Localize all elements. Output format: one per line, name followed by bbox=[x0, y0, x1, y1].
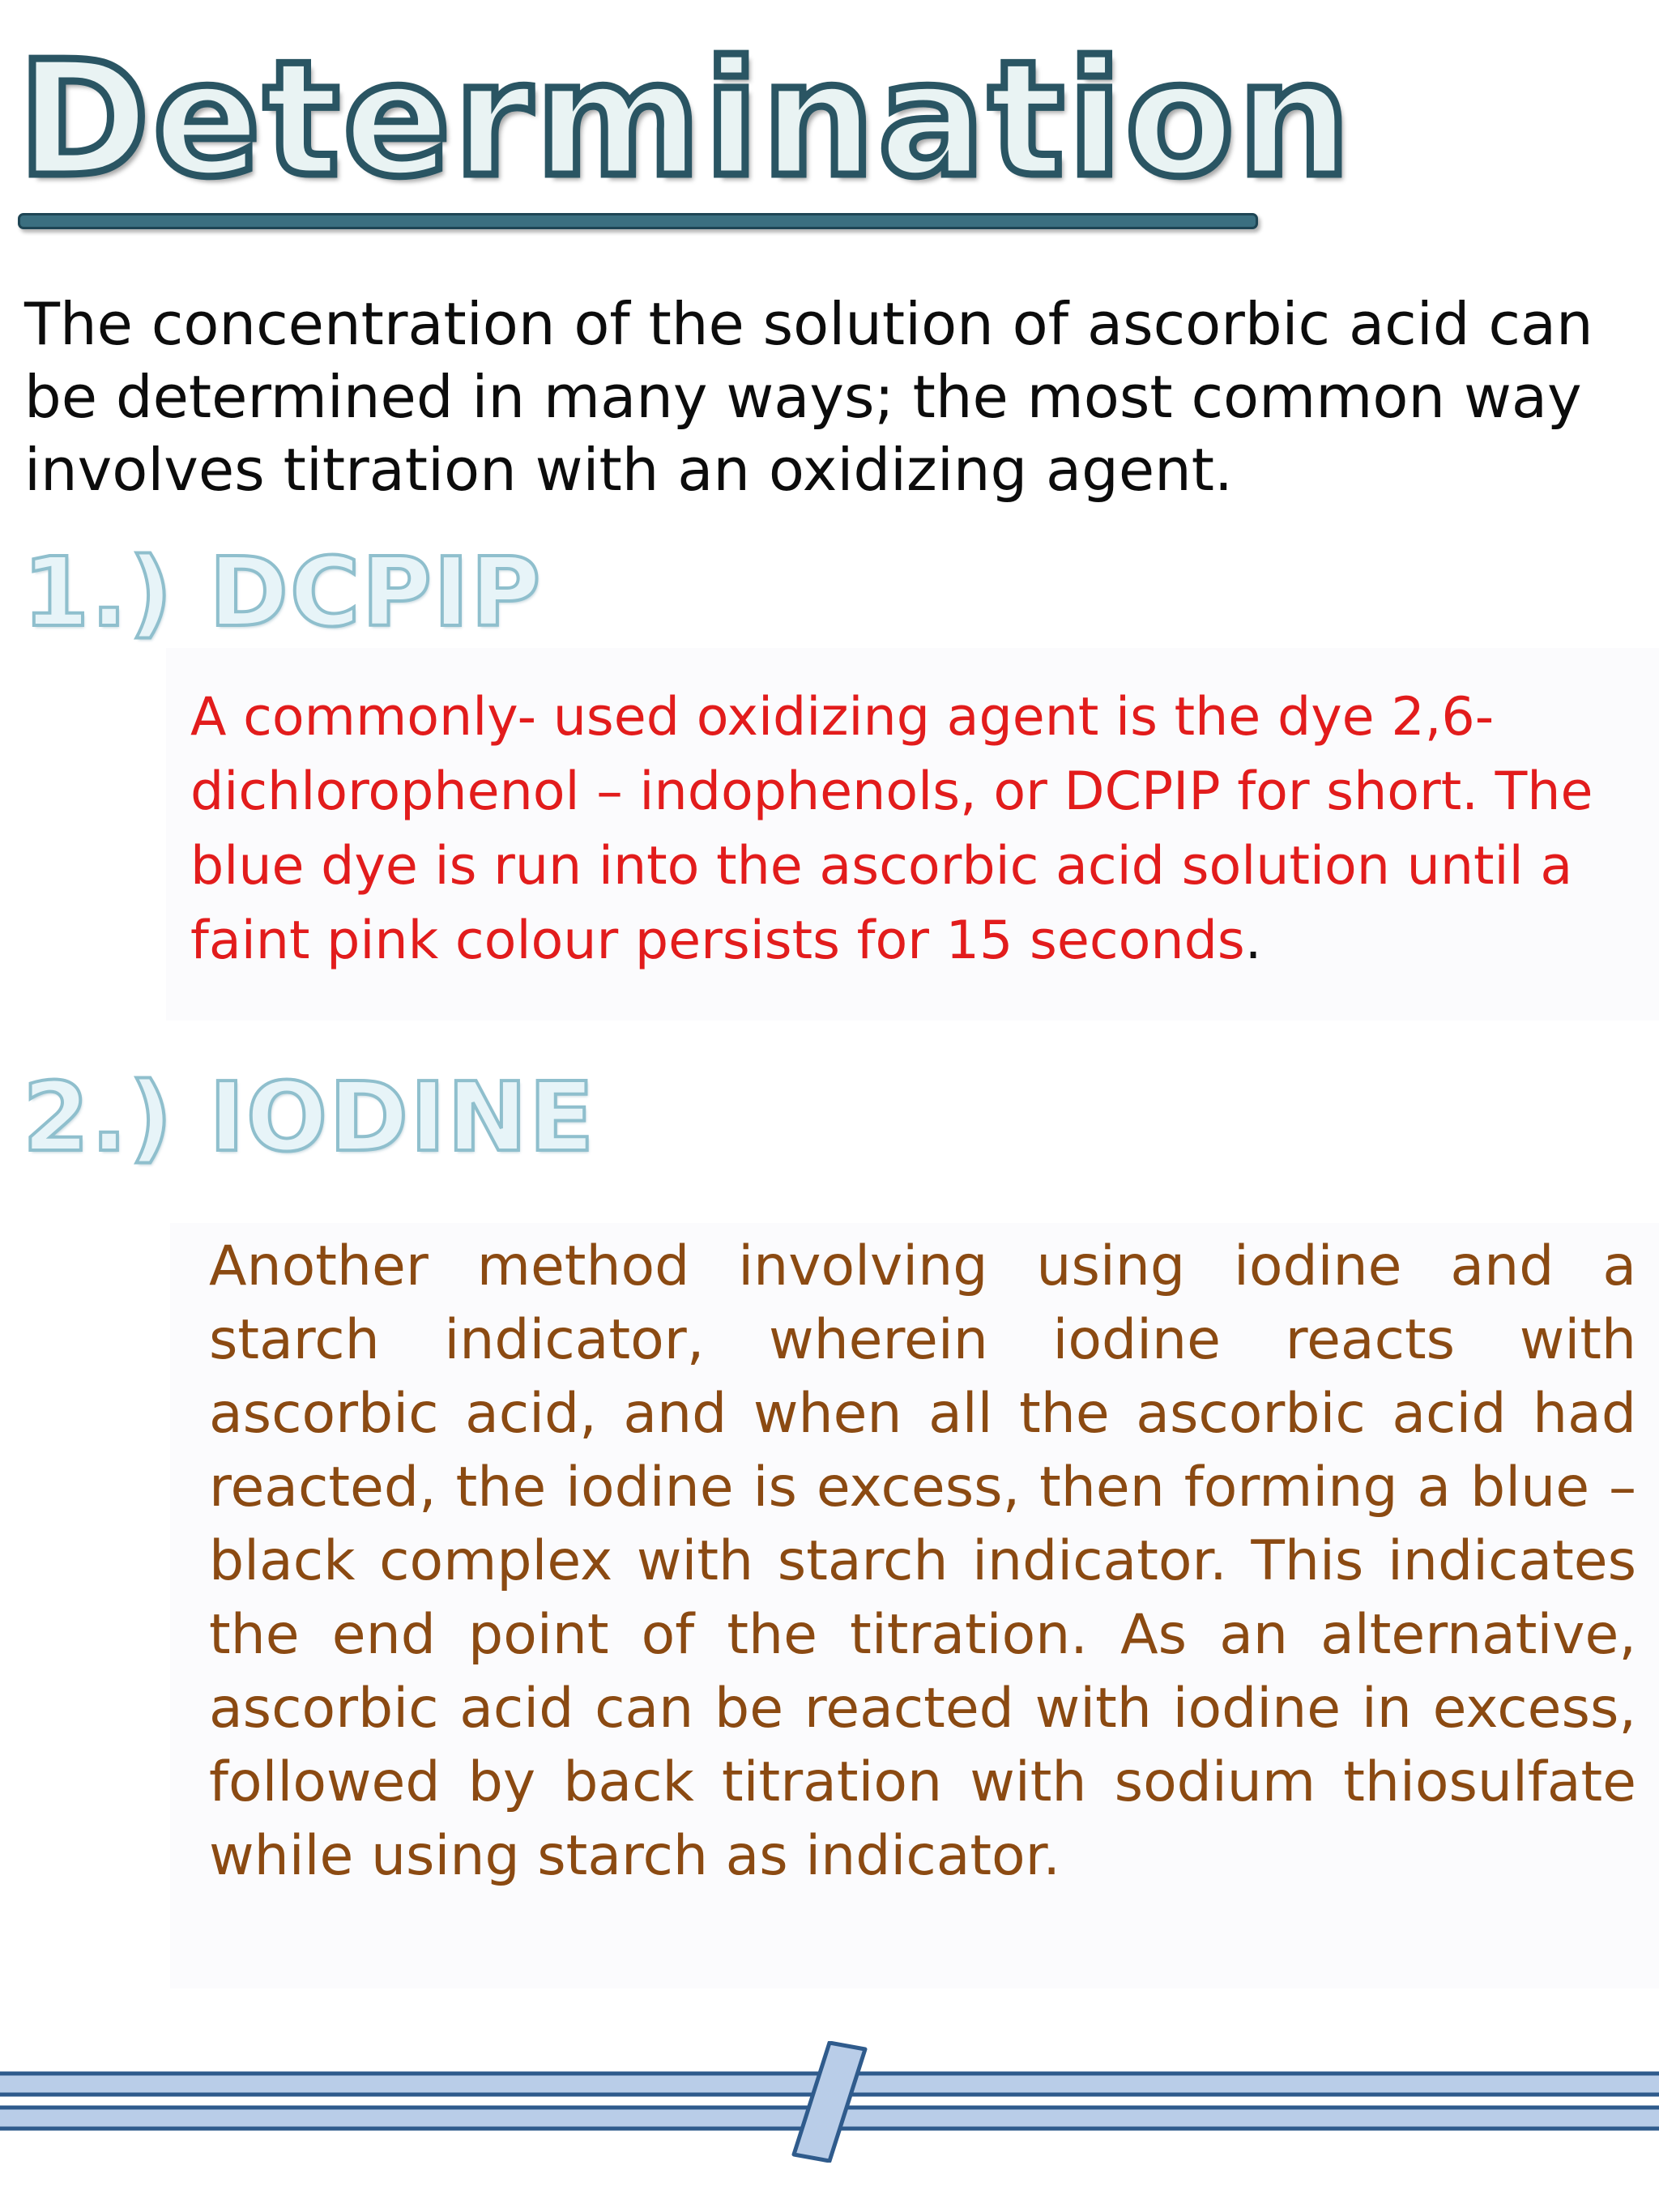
section-heading-dcpip: 1.) DCPIP bbox=[23, 536, 543, 648]
dcpip-text: A commonly- used oxidizing agent is the dye 2,6-dichlorophenol – indophenols, or DCPIP for short. The blue dye is run into the ascorbic acid solution until a faint pink colour persists for 15 seconds bbox=[190, 687, 1593, 971]
page-title: Determination bbox=[18, 28, 1354, 212]
bottom-divider bbox=[0, 2041, 1659, 2163]
iodine-paragraph: Another method involving using iodine and a starch indicator, wherein iodine reacts with ascorbic acid, and when all the ascorbic acid had reacted, the iodine is excess, then forming a blue – black complex with starch indicator. This indicates the end point of the titration. As an alternative, ascorbic acid can be reacted with iodine in excess, followed by back titration with sodium thiosulfate while using starch as indicator. bbox=[209, 1234, 1636, 1888]
title-underline bbox=[18, 213, 1258, 229]
dcpip-text-end: . bbox=[1244, 910, 1262, 971]
intro-paragraph: The concentration of the solution of ascorbic acid can be determined in many ways; the most common way involves titration with an oxidizing agent. bbox=[24, 290, 1593, 504]
section-heading-iodine: 2.) IODINE bbox=[23, 1061, 596, 1173]
divider-break-mark bbox=[794, 2043, 865, 2161]
dcpip-paragraph bbox=[190, 680, 1636, 978]
